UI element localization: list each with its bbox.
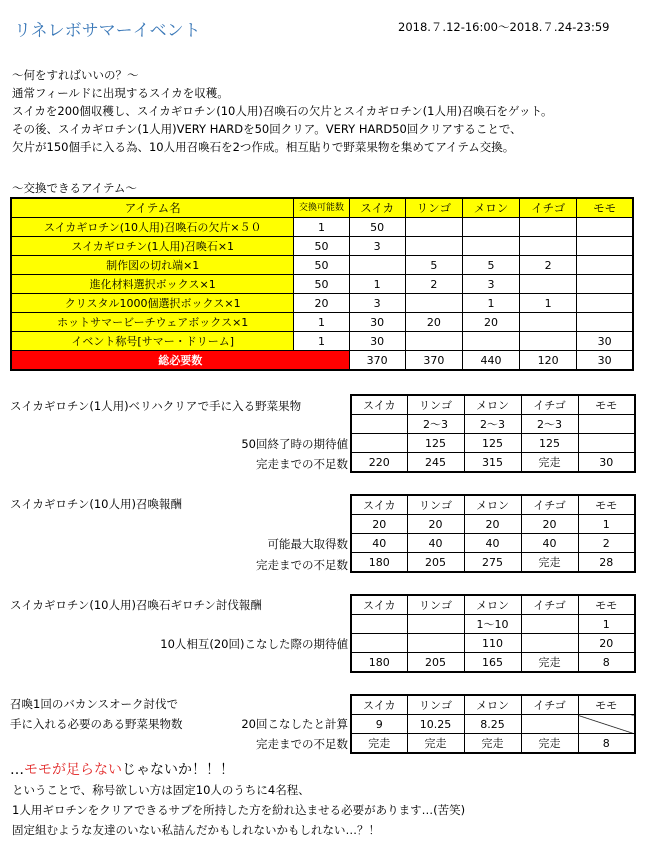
- cell: 180: [351, 653, 407, 673]
- cell: [577, 237, 633, 256]
- cell: 205: [407, 653, 464, 673]
- cell: [462, 237, 519, 256]
- exchange-header-row: [11, 198, 633, 218]
- cell: 20: [464, 515, 521, 534]
- row-label: 完走までの不足数: [256, 457, 348, 471]
- table-row: [351, 453, 635, 473]
- header-apple: リンゴ: [407, 595, 464, 615]
- header-peach: モモ: [578, 495, 635, 515]
- cell: 1: [294, 332, 349, 351]
- table-row: [351, 515, 635, 534]
- solo-header-row: [351, 395, 635, 415]
- cell: 1: [462, 294, 519, 313]
- intro-line: 欠片が150個手に入る為、10人用召喚石を2つ作成。相互貼りで野菜果物を集めてアイテム交換。: [12, 140, 515, 154]
- diagonal-cell: [578, 715, 635, 734]
- row-label: 完走までの不足数: [256, 558, 348, 572]
- table-row: [351, 615, 635, 634]
- cell: 50: [294, 237, 349, 256]
- header-watermelon: スイカ: [351, 695, 407, 715]
- cell: 8.25: [464, 715, 521, 734]
- table-row: [11, 237, 633, 256]
- exchange-table: [10, 197, 634, 371]
- table-row: [11, 256, 633, 275]
- solo-title: スイカギロチン(1人用)ベリハクリアで手に入る野菜果物: [10, 399, 302, 413]
- header-apple: リンゴ: [405, 198, 462, 218]
- cell: 1～10: [464, 615, 521, 634]
- cell: 50: [349, 218, 405, 237]
- summon-title: スイカギロチン(10人用)召喚報酬: [10, 497, 182, 511]
- cell: 50: [294, 256, 349, 275]
- cell: 3: [349, 237, 405, 256]
- total-cell: 120: [520, 351, 577, 371]
- cell: [351, 615, 407, 634]
- header-peach: モモ: [578, 695, 635, 715]
- cell: 315: [464, 453, 521, 473]
- cell: [407, 634, 464, 653]
- cell: 3: [462, 275, 519, 294]
- cell: 8: [578, 653, 635, 673]
- header-strawberry: イチゴ: [521, 395, 578, 415]
- cell: [521, 634, 578, 653]
- intro-line: その後、スイカギロチン(1人用)VERY HARDを50回クリア。VERY HARD50回クリアすることで、: [12, 122, 522, 136]
- cell: 1: [520, 294, 577, 313]
- cell: 20: [578, 634, 635, 653]
- cell: 5: [462, 256, 519, 275]
- total-cell: 440: [462, 351, 519, 371]
- cell: 完走: [351, 734, 407, 754]
- cell: [351, 434, 407, 453]
- cell: 30: [349, 313, 405, 332]
- cell: 30: [577, 332, 633, 351]
- vacances-header-row: [351, 695, 635, 715]
- cell: 125: [407, 434, 464, 453]
- header-melon: メロン: [464, 395, 521, 415]
- cell: 2: [578, 534, 635, 553]
- cell: [520, 237, 577, 256]
- raid-table: [350, 594, 636, 673]
- cell: [351, 634, 407, 653]
- total-cell: 30: [577, 351, 633, 371]
- cell: 完走: [521, 453, 578, 473]
- table-row: [351, 634, 635, 653]
- cell: [520, 218, 577, 237]
- table-row: [11, 313, 633, 332]
- cell: [577, 256, 633, 275]
- cell: [578, 415, 635, 434]
- header-watermelon: スイカ: [351, 495, 407, 515]
- cell: [520, 275, 577, 294]
- cell: [521, 615, 578, 634]
- cell: 20: [407, 515, 464, 534]
- header-strawberry: イチゴ: [520, 198, 577, 218]
- conclusion-suffix: じゃないか！！！: [122, 762, 234, 778]
- intro-line: 通常フィールドに出現するスイカを収穫。: [12, 86, 229, 100]
- cell: 28: [578, 553, 635, 573]
- cell: [405, 332, 462, 351]
- vacances-table: [350, 694, 636, 754]
- header-melon: メロン: [464, 595, 521, 615]
- cell: 2～3: [464, 415, 521, 434]
- cell: 220: [351, 453, 407, 473]
- table-row: [11, 294, 633, 313]
- cell: [462, 332, 519, 351]
- cell: 2: [405, 275, 462, 294]
- header-apple: リンゴ: [407, 695, 464, 715]
- table-row: [11, 275, 633, 294]
- cell: 完走: [521, 734, 578, 754]
- cell: 20: [405, 313, 462, 332]
- cell: 1: [578, 615, 635, 634]
- header-strawberry: イチゴ: [521, 595, 578, 615]
- cell: 完走: [521, 553, 578, 573]
- intro-line: スイカを200個収穫し、スイカギロチン(10人用)召喚石の欠片とスイカギロチン(1人用)召喚石をゲット。: [12, 104, 553, 118]
- cell: 30: [349, 332, 405, 351]
- cell: [405, 294, 462, 313]
- cell: 10.25: [407, 715, 464, 734]
- raid-title: スイカギロチン(10人用)召喚石ギロチン討伐報酬: [10, 598, 262, 612]
- header-peach: モモ: [578, 395, 635, 415]
- cell: [578, 434, 635, 453]
- header-watermelon: スイカ: [349, 198, 405, 218]
- conclusion-line: 固定組むような友達のいない私詰んだかもしれないかもしれない…？！: [12, 823, 380, 837]
- item-name: 制作図の切れ端×1: [11, 256, 294, 275]
- cell: [349, 256, 405, 275]
- vacances-title: 手に入れる必要のある野菜果物数: [10, 717, 183, 731]
- header-peach: モモ: [578, 595, 635, 615]
- cell: 205: [407, 553, 464, 573]
- cell: 40: [351, 534, 407, 553]
- item-name: クリスタル1000個選択ボックス×1: [11, 294, 294, 313]
- cell: [407, 615, 464, 634]
- cell: [577, 294, 633, 313]
- header-apple: リンゴ: [407, 495, 464, 515]
- cell: 180: [351, 553, 407, 573]
- cell: 2: [520, 256, 577, 275]
- total-row: [11, 351, 633, 371]
- cell: [462, 218, 519, 237]
- cell: 完走: [521, 653, 578, 673]
- cell: 40: [407, 534, 464, 553]
- cell: 275: [464, 553, 521, 573]
- cell: [405, 237, 462, 256]
- header-melon: メロン: [462, 198, 519, 218]
- conclusion-accent: モモが足らない: [24, 762, 122, 778]
- cell: 2～3: [407, 415, 464, 434]
- cell: 3: [349, 294, 405, 313]
- header-peach: モモ: [577, 198, 633, 218]
- cell: 40: [521, 534, 578, 553]
- total-label: 総必要数: [11, 351, 349, 371]
- exchange-heading: ～交換できるアイテム～: [12, 181, 137, 195]
- cell: 1: [349, 275, 405, 294]
- table-row: [11, 332, 633, 351]
- cell: 30: [578, 453, 635, 473]
- cell: [520, 313, 577, 332]
- cell: 1: [294, 313, 349, 332]
- table-row: [351, 553, 635, 573]
- cell: 20: [294, 294, 349, 313]
- header-strawberry: イチゴ: [521, 495, 578, 515]
- table-row: [351, 734, 635, 754]
- row-label: 完走までの不足数: [256, 737, 348, 751]
- vacances-title: 召喚1回のバカンスオーク討伐で: [10, 697, 178, 711]
- cell: 125: [464, 434, 521, 453]
- summon-header-row: [351, 495, 635, 515]
- cell: [577, 275, 633, 294]
- cell: [577, 313, 633, 332]
- table-row: [351, 653, 635, 673]
- item-name: 進化材料選択ボックス×1: [11, 275, 294, 294]
- cell: 245: [407, 453, 464, 473]
- cell: 完走: [407, 734, 464, 754]
- event-period: 2018.７.12-16:00～2018.７.24-23:59: [398, 20, 610, 34]
- cell: 1: [578, 515, 635, 534]
- cell: [351, 415, 407, 434]
- table-row: [351, 415, 635, 434]
- row-label: 可能最大取得数: [267, 537, 348, 551]
- page-title: リネレボサマーイベント: [14, 21, 201, 41]
- raid-header-row: [351, 595, 635, 615]
- cell: 125: [521, 434, 578, 453]
- cell: 20: [351, 515, 407, 534]
- conclusion-headline: [10, 759, 234, 779]
- intro-heading: ～何をすればいいの？～: [12, 68, 139, 82]
- header-item-name: アイテム名: [11, 198, 294, 218]
- table-row: [351, 534, 635, 553]
- item-name: ホットサマービーチウェアボックス×1: [11, 313, 294, 332]
- summon-table: [350, 494, 636, 573]
- cell: [577, 218, 633, 237]
- item-name: スイカギロチン(1人用)召喚石×1: [11, 237, 294, 256]
- row-label: 50回終了時の期待値: [241, 437, 348, 451]
- total-cell: 370: [349, 351, 405, 371]
- cell: 110: [464, 634, 521, 653]
- header-exchangeable: 交換可能数: [294, 198, 349, 218]
- conclusion-prefix: …: [10, 762, 24, 778]
- total-cell: 370: [405, 351, 462, 371]
- cell: 2～3: [521, 415, 578, 434]
- cell: [405, 218, 462, 237]
- cell: 20: [462, 313, 519, 332]
- solo-table: [350, 394, 636, 473]
- header-melon: メロン: [464, 495, 521, 515]
- cell: 50: [294, 275, 349, 294]
- cell: 165: [464, 653, 521, 673]
- item-name: スイカギロチン(10人用)召喚石の欠片×５０: [11, 218, 294, 237]
- header-watermelon: スイカ: [351, 595, 407, 615]
- row-label: 10人相互(20回)こなした際の期待値: [160, 637, 348, 651]
- header-watermelon: スイカ: [351, 395, 407, 415]
- table-row: [351, 434, 635, 453]
- header-melon: メロン: [464, 695, 521, 715]
- header-strawberry: イチゴ: [521, 695, 578, 715]
- cell: [521, 715, 578, 734]
- cell: 8: [578, 734, 635, 754]
- cell: 完走: [464, 734, 521, 754]
- cell: 1: [294, 218, 349, 237]
- cell: [520, 332, 577, 351]
- cell: 5: [405, 256, 462, 275]
- cell: 20: [521, 515, 578, 534]
- conclusion-line: ということで、称号欲しい方は固定10人のうちに4名程、: [12, 783, 310, 797]
- row-label: 20回こなしたと計算: [241, 717, 348, 731]
- table-row: [11, 218, 633, 237]
- cell: 9: [351, 715, 407, 734]
- header-apple: リンゴ: [407, 395, 464, 415]
- table-row: [351, 715, 635, 734]
- conclusion-line: 1人用ギロチンをクリアできるサブを所持した方を紛れ込ませる必要があります…(苦笑): [12, 803, 466, 817]
- item-name: イベント称号[サマー・ドリーム]: [11, 332, 294, 351]
- cell: 40: [464, 534, 521, 553]
